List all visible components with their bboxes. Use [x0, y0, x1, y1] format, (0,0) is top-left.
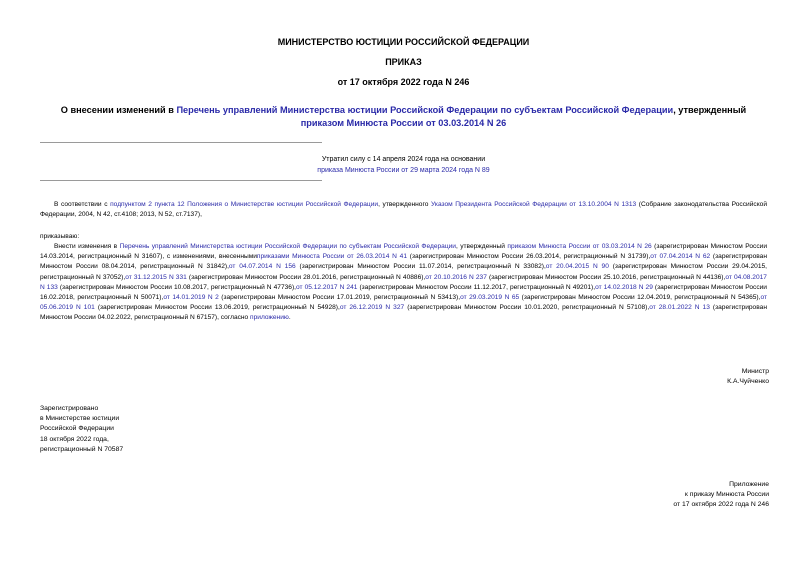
body-text: (зарегистрирован Минюстом России 28.01.2016, регистрационный N 40886), [186, 273, 426, 281]
body-link[interactable]: от 04.07.2014 N 156 [228, 263, 296, 271]
body-text: (зарегистрирован Минюстом России 11.12.2017, регистрационный N 49201), [357, 283, 596, 291]
registration-line: Зарегистрировано [40, 405, 99, 412]
body-text: (зарегистрирован Минюстом России 08.04.2014, регистрационный N 31842), [40, 253, 767, 271]
title-link-list[interactable]: Перечень управлений Министерства юстиции Российской Федерации по субъектам Российской Федерации [176, 105, 674, 115]
appendix-line: к приказу Минюста России [684, 491, 769, 499]
body-link[interactable]: приказом Минюста России от 03.03.2014 N 26 [507, 243, 652, 250]
registration-block [40, 404, 123, 455]
body-link[interactable]: от 31.12.2015 N 331 [125, 273, 187, 281]
body-link[interactable]: от 14.02.2018 N 29 [595, 283, 653, 291]
body-text: (зарегистрирован Минюстом России 14.03.2014, регистрационный N 31607), с изменениями, внесенными [40, 243, 768, 261]
appendix-line: от 17 октября 2022 года N 246 [673, 501, 769, 509]
ministry-heading: МИНИСТЕРСТВО ЮСТИЦИИ РОССИЙСКОЙ ФЕДЕРАЦИИ [277, 37, 530, 47]
body-text: Внести изменения в [54, 243, 120, 250]
status-link[interactable]: приказа Минюста России от 29 марта 2024 года N 89 [317, 167, 490, 174]
title-prefix: О внесении изменений в [60, 105, 177, 115]
doc-type-heading: ПРИКАЗ [385, 57, 422, 67]
body-text: (зарегистрирован Минюстом России 17.01.2019, регистрационный N 53413), [218, 294, 461, 302]
title-middle: , утвержденный [673, 105, 747, 115]
body-text: . [288, 314, 291, 322]
preamble-link-decree[interactable]: Указом Президента Российской Федерации от 13.10.2004 N 1313 [431, 201, 637, 208]
appendix-line: Приложение [729, 481, 769, 488]
preamble-text-2: , утвержденного [378, 201, 432, 208]
body-text: (зарегистрирован Минюстом России 12.04.2019, регистрационный N 54365), [519, 294, 761, 302]
appendix-block [673, 480, 769, 511]
body-text: (зарегистрирован Минюстом России 10.08.2017, регистрационный N 47736), [57, 283, 296, 291]
body-link[interactable]: от 28.01.2022 N 13 [649, 304, 710, 312]
body-link[interactable]: от 20.04.2015 N 90 [545, 263, 609, 271]
body-link[interactable]: от 14.01.2019 N 2 [163, 294, 219, 302]
body-text: (зарегистрирован Минюстом России 26.03.2014, регистрационный N 31739), [407, 253, 651, 261]
body-link[interactable]: Перечень управлений Министерства юстиции Российской Федерации по субъектам Российской Федерации [119, 243, 456, 250]
body-text: (зарегистрирован Минюстом России 29.04.2015, регистрационный N 37052), [40, 263, 768, 281]
body-text: (зарегистрирован Минюстом России 13.06.2019, регистрационный N 54928), [94, 304, 340, 312]
status-note [40, 154, 767, 176]
body-link[interactable]: от 04.08.2017 N 133 [40, 273, 767, 291]
body-link-appendix[interactable]: приложению [250, 314, 289, 322]
signature-block [727, 367, 769, 387]
body-link[interactable]: от 20.10.2016 N 237 [425, 273, 487, 281]
signer-name: К.А.Чуйченко [727, 378, 769, 386]
body-link[interactable]: приказами Минюста России от 26.03.2014 N 41 [256, 253, 408, 261]
registration-line: в Министерстве юстиции [40, 415, 120, 423]
body-link[interactable]: от 29.03.2019 N 65 [460, 294, 520, 302]
doc-date-number: от 17 октября 2022 года N 246 [337, 77, 470, 87]
divider-top [40, 142, 322, 143]
registration-line: 18 октября 2022 года, [40, 435, 109, 443]
preamble-text-1: В соответствии с [54, 201, 111, 208]
body-text: , утвержденный [455, 243, 508, 250]
signer-position: Министр [741, 368, 769, 375]
body-paragraph [40, 242, 767, 324]
preamble-link-regulation[interactable]: подпунктом 2 пункта 12 Положения о Министерстве юстиции Российской Федерации [110, 201, 379, 208]
body-text: (зарегистрирован Минюстом России 25.10.2016, регистрационный N 44136), [486, 273, 726, 281]
divider-bottom [40, 180, 322, 181]
registration-line: регистрационный N 70587 [40, 445, 124, 453]
body-text: (зарегистрирован Минюстом России 10.01.2020, регистрационный N 57108), [404, 304, 650, 312]
title-link-order[interactable]: приказом Минюста России от 03.03.2014 N 26 [300, 118, 507, 128]
registration-line: Российской Федерации [40, 425, 114, 433]
preamble-text-3: (Собрание законодательства Российской Федерации, 2004, N 42, ст.4108; 2013, N 52, ст.7137), [40, 201, 767, 219]
preamble-paragraph [40, 200, 767, 220]
status-line: Утратил силу с 14 апреля 2024 года на основании [321, 156, 486, 163]
body-text: (зарегистрирован Минюстом России 04.02.2022, регистрационный N 67157), согласно [40, 304, 767, 322]
body-text: (зарегистрирован Минюстом России 11.07.2014, регистрационный N 33082), [295, 263, 546, 271]
body-link[interactable]: от 07.04.2014 N 62 [650, 253, 711, 261]
body-link[interactable]: от 26.12.2019 N 327 [339, 304, 405, 312]
body-link[interactable]: от 05.12.2017 N 241 [295, 283, 358, 291]
body-text: (зарегистрирован Минюстом России 16.02.2018, регистрационный N 50071), [40, 283, 767, 302]
order-word: приказываю: [40, 233, 80, 240]
document-title [40, 104, 767, 130]
body-link[interactable]: от 05.06.2019 N 101 [40, 294, 767, 312]
